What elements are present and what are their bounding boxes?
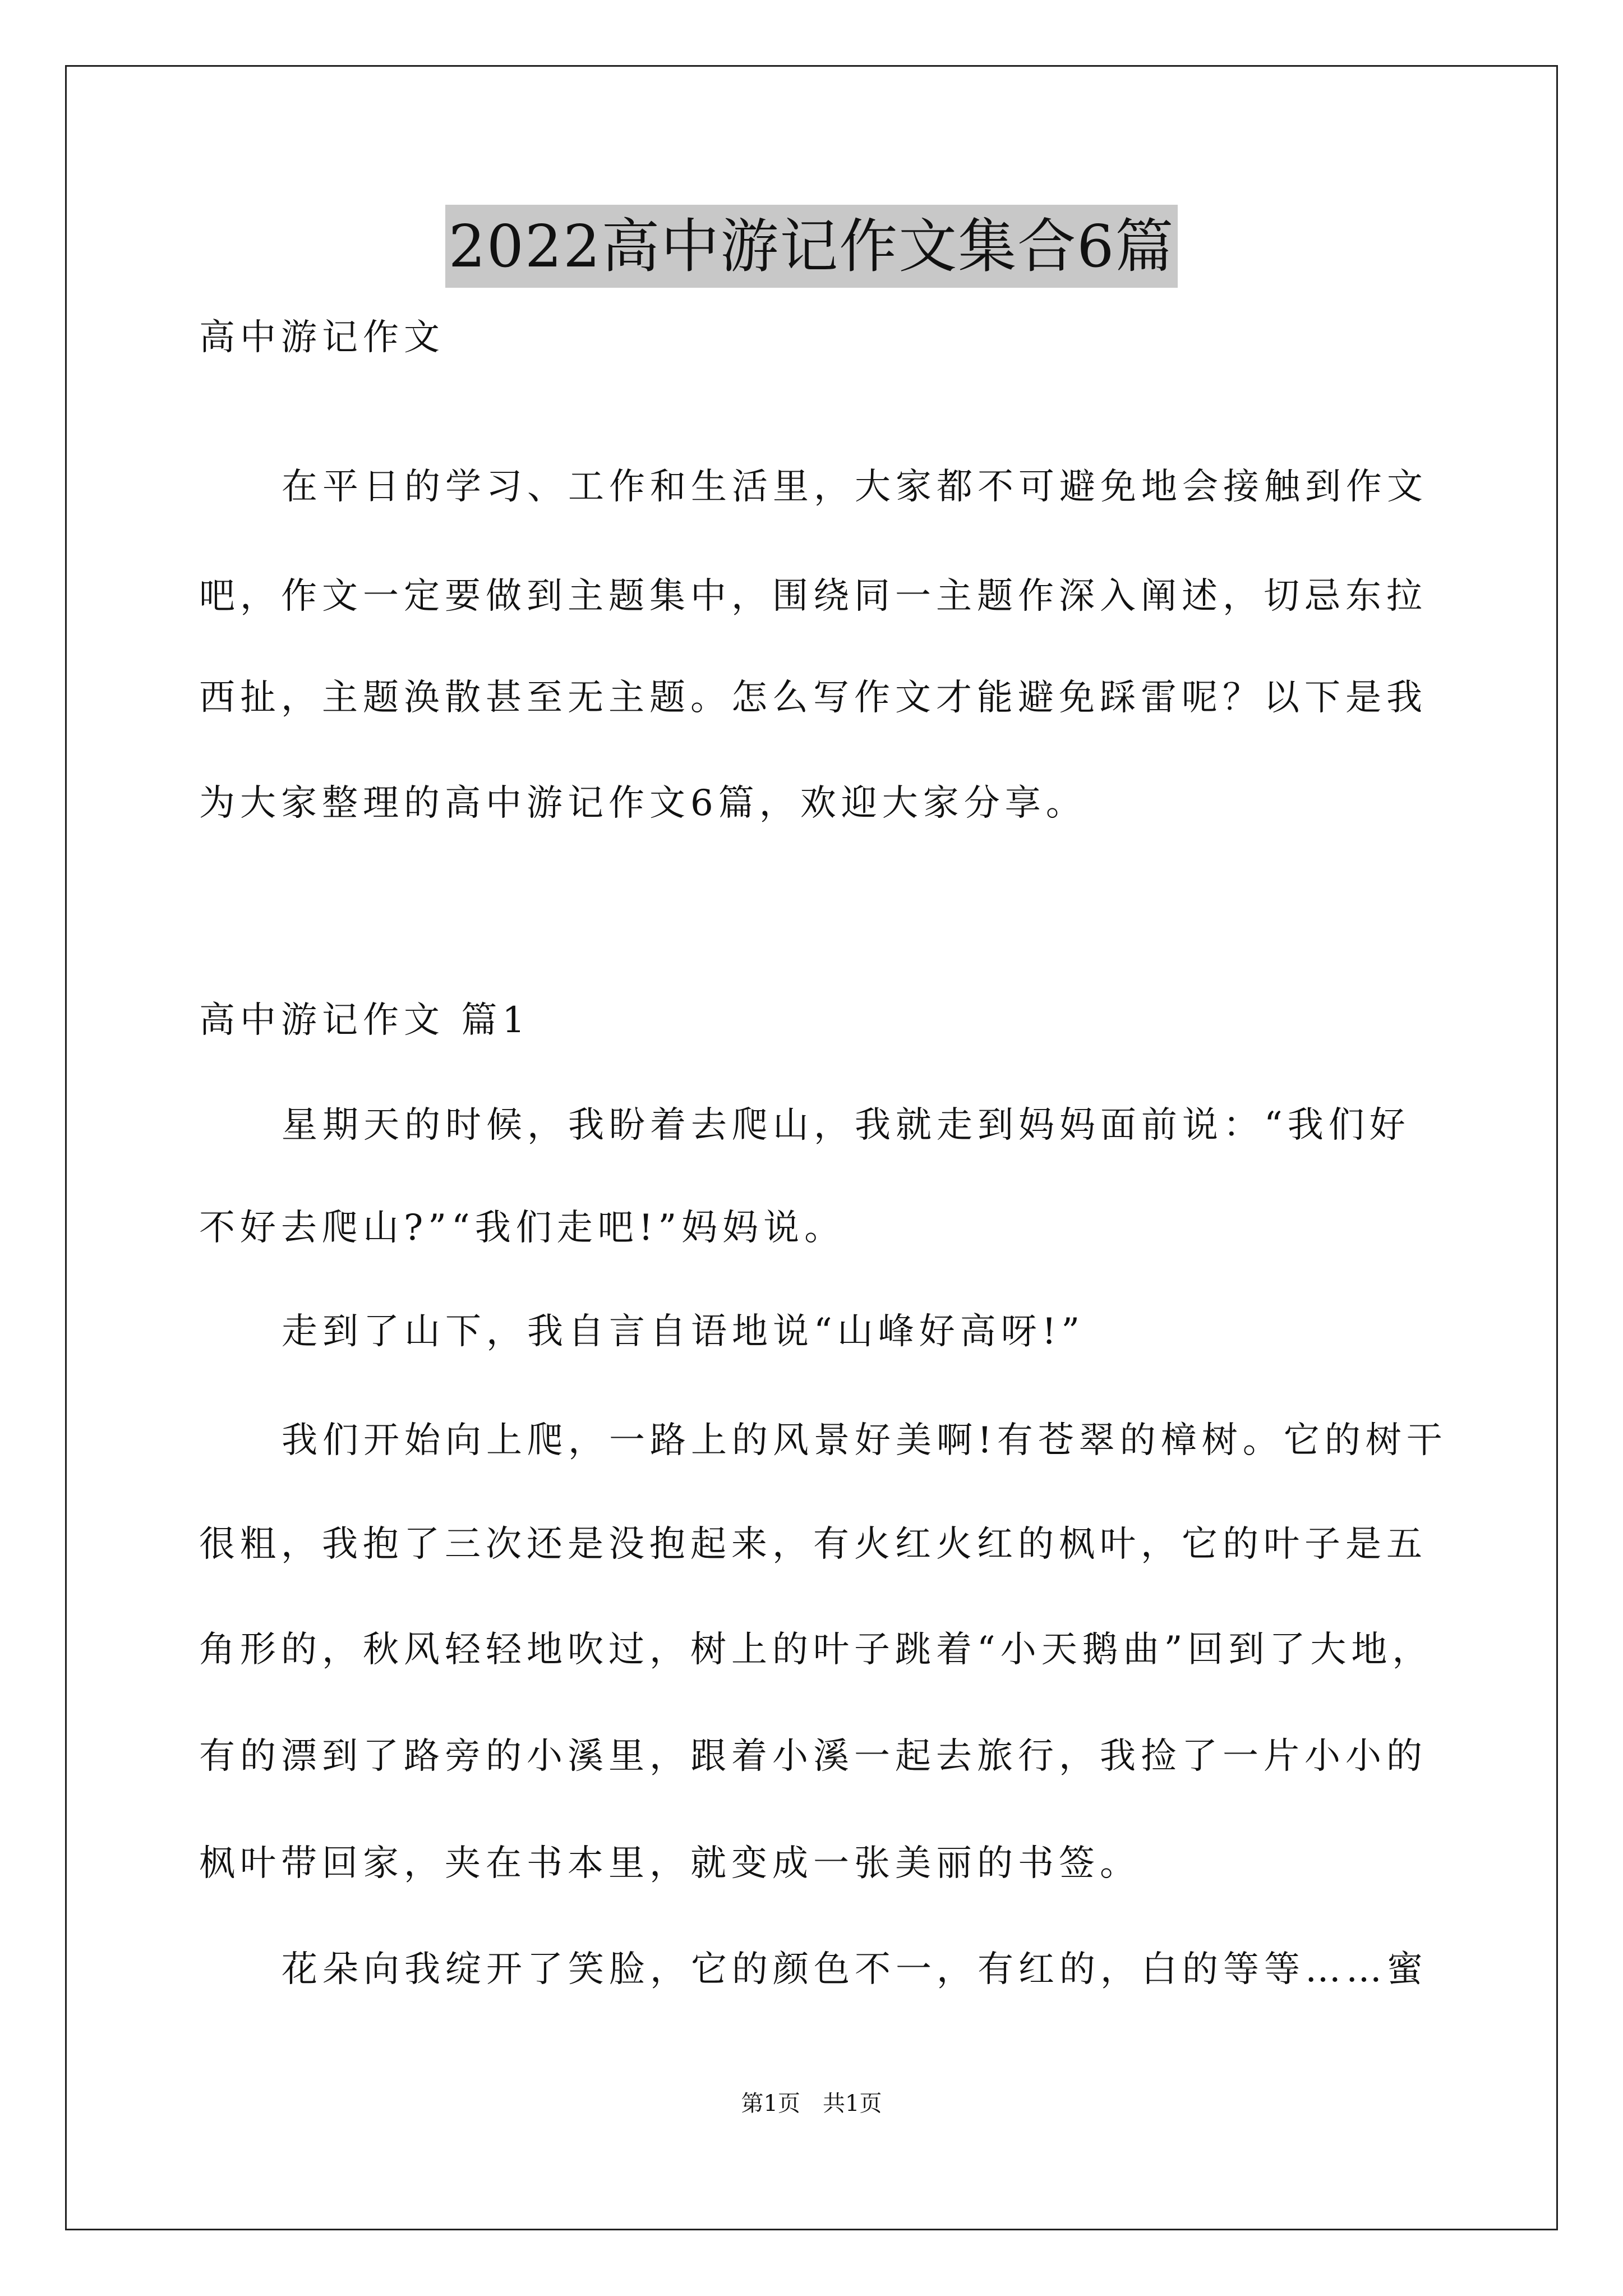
intro-line-2: 吧，作文一定要做到主题集中，围绕同一主题作深入阐述，切忌东拉 (199, 576, 1427, 617)
article-line-9: 花朵向我绽开了笑脸，它的颜色不一，有红的，白的等等……蜜 (282, 1949, 1428, 1990)
article-line-5: 很粗，我抱了三次还是没抱起来，有火红火红的枫叶，它的叶子是五 (199, 1524, 1427, 1565)
article-line-6: 角形的，秋风轻轻地吹过，树上的叶子跳着“小天鹅曲”回到了大地， (199, 1629, 1433, 1671)
intro-line-4: 为大家整理的高中游记作文6篇，欢迎大家分享。 (199, 783, 1087, 824)
article-line-1: 星期天的时候，我盼着去爬山，我就走到妈妈面前说：“我们好 (282, 1105, 1410, 1146)
page-border (65, 65, 1558, 2230)
article-line-2: 不好去爬山?”“我们走吧!”妈妈说。 (199, 1207, 846, 1249)
intro-line-1: 在平日的学习、工作和生活里，大家都不可避免地会接触到作文 (282, 466, 1428, 508)
article-line-3: 走到了山下，我自言自语地说“山峰好高呀!” (282, 1311, 1085, 1352)
intro-line-3: 西扯，主题涣散甚至无主题。怎么写作文才能避免踩雷呢？以下是我 (199, 677, 1427, 719)
article-line-4: 我们开始向上爬，一路上的风景好美啊!有苍翠的樟树。它的树干 (282, 1420, 1447, 1461)
article-heading: 高中游记作文 篇1 (199, 1000, 531, 1041)
document-title: 2022高中游记作文集合6篇 (445, 205, 1178, 288)
article-line-8: 枫叶带回家，夹在书本里，就变成一张美丽的书签。 (199, 1843, 1141, 1884)
article-line-7: 有的漂到了路旁的小溪里，跟着小溪一起去旅行，我捡了一片小小的 (199, 1736, 1427, 1777)
section-heading: 高中游记作文 (199, 317, 445, 358)
title-container (0, 205, 1623, 288)
page-footer: 第1页 共1页 (741, 2091, 882, 2116)
